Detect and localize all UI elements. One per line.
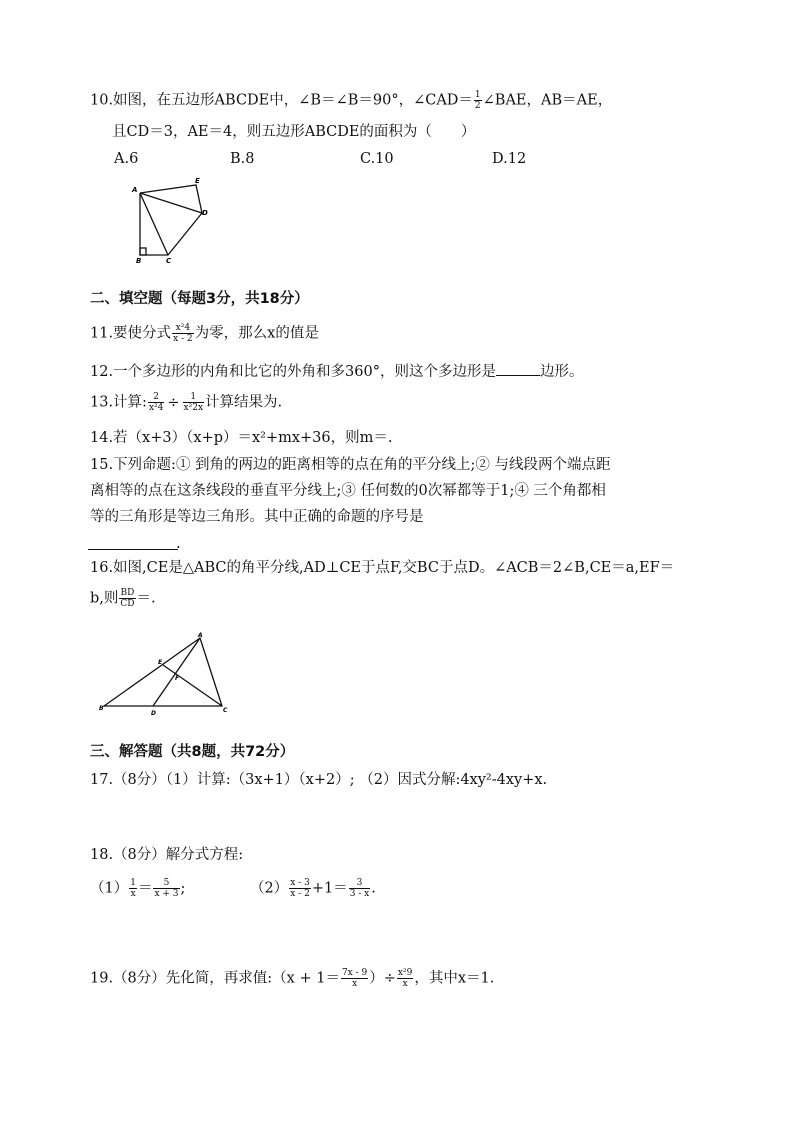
q16-fraction: $\frac{BD}{CD}$ — [120, 588, 135, 609]
q16-label-c: C — [223, 707, 228, 714]
section3-title: 三、解答题（共8题，共72分） — [90, 744, 295, 760]
q10-label-d: D — [202, 209, 208, 217]
q12-blank — [496, 361, 540, 376]
q10-line2: 且CD＝3，AE＝4，则五边形ABCDE的面积为（ ） — [112, 124, 476, 140]
q13-fraction-2: $\frac{1}{\text{x²2x}}$ — [183, 392, 204, 413]
q15-line3: 等的三角形是等边三角形。其中正确的命题的序号是 — [90, 509, 424, 525]
q10-label-c: C — [166, 257, 172, 265]
q10-option-b: B.8 — [230, 151, 255, 167]
q10-pentagon-figure — [128, 175, 218, 265]
q10-option-c: C.10 — [360, 151, 394, 167]
q16-label-e: E — [158, 659, 163, 666]
q19: 19.（8分）先化简，再求值:（x + 1＝ $\frac{7x - 9}{x}$ ）÷ $\frac{\text{x²9}}{x}$ ，其中x＝1. — [90, 968, 495, 989]
q17: 17.（8分）（1）计算:（3x+1）（x+2）; （2）因式分解:4xy²-4xy+x. — [90, 772, 548, 788]
q16-label-d: D — [151, 710, 156, 717]
q10-text-b: ∠BAE，AB＝AE， — [482, 92, 613, 109]
q15-line1: 15.下列命题:① 到角的两边的距离相等的点在角的平分线上;② 与线段两个端点距 — [90, 457, 611, 473]
q15-line2: 离相等的点在这条线段的垂直平分线上;③ 任何数的0次幂都等于1;④ 三个角都相 — [90, 483, 606, 499]
q10-label-a: A — [132, 186, 138, 194]
q12: 12.一个多边形的内角和比它的外角和多360°，则这个多边形是 边形。 — [90, 361, 583, 382]
q16-line2: b,则 $\frac{BD}{CD}$ ＝. — [90, 588, 156, 609]
q18-title: 18.（8分）解分式方程: — [90, 847, 244, 863]
q10-label-b: B — [136, 257, 142, 265]
q10-option-d: D.12 — [492, 151, 527, 167]
q15-line4-end: . — [176, 536, 181, 552]
q16-label-a: A — [198, 632, 203, 639]
section2-title: 二、填空题（每题3分，共18分） — [90, 291, 309, 307]
q18-part1: （1） $\frac{1}{x}$ ＝ $\frac{5}{x + 3}$ ; — [90, 878, 186, 899]
q10-text-a: 10.如图，在五边形ABCDE中，∠B＝∠B＝90°，∠CAD＝ — [90, 92, 473, 109]
q10-option-a: A.6 — [114, 151, 139, 167]
q13-fraction-1: $\frac{2}{\text{x²4}}$ — [148, 392, 164, 413]
q10-label-e: E — [195, 177, 200, 185]
q16-line1: 16.如图,CE是△ABC的角平分线,AD⊥CE于点F,交BC于点D。∠ACB＝2∠B,CE＝a,EF＝ — [90, 560, 675, 576]
q16-label-b: B — [99, 705, 104, 712]
q11-fraction: $\frac{\text{x²4}}{x - 2}$ — [173, 323, 193, 344]
q14: 14.若（x+3）（x+p）＝x²+mx+36，则m＝. — [90, 430, 393, 446]
q18-part2: （2） $\frac{x - 3}{x - 2}$ +1＝ $\frac{3}{3 - x}$ . — [250, 878, 376, 899]
q10-fraction: $\frac{1}{2}$ — [474, 90, 481, 111]
q16-triangle-figure — [96, 630, 241, 720]
q16-label-f: F — [175, 675, 180, 682]
q11: 11.要使分式 $\frac{\text{x²4}}{x - 2}$ 为零，那么x的值是 — [90, 323, 319, 344]
q10-line1 — [90, 90, 612, 111]
q15-blank — [88, 548, 178, 550]
q13: 13.计算: $\frac{2}{\text{x²4}}$ ÷ $\frac{1}{\text{x²2x}}$ 计算结果为. — [90, 392, 283, 413]
